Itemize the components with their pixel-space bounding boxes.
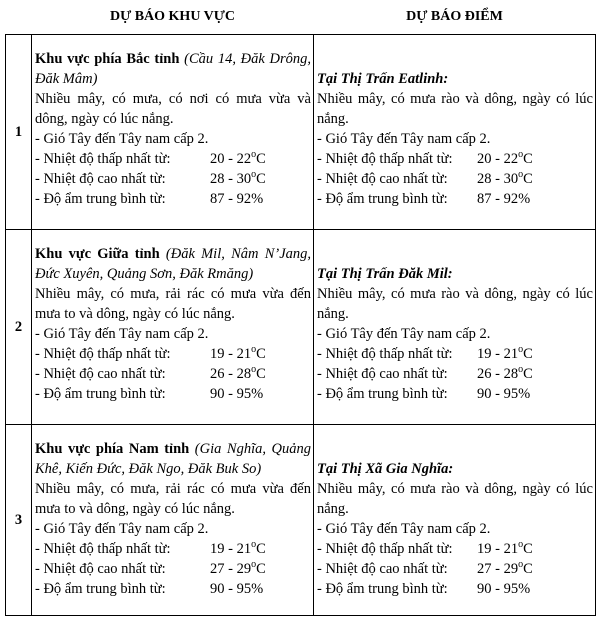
area-temp-max-label: - Nhiệt độ cao nhất từ: xyxy=(35,171,166,187)
area-wind: - Gió Tây đến Tây nam cấp 2. xyxy=(35,326,209,342)
area-temp-max-label: - Nhiệt độ cao nhất từ: xyxy=(35,366,166,382)
point-temp-min-row xyxy=(317,344,593,364)
area-temp-min-label: - Nhiệt độ thấp nhất từ: xyxy=(35,346,171,362)
area-humidity-row xyxy=(35,189,311,209)
point-humidity-value: 90 - 95% xyxy=(477,386,531,402)
row-number: 2 xyxy=(6,230,32,425)
forecast-table xyxy=(5,0,596,616)
area-description: Nhiều mây, có mưa, rải rác có mưa vừa đến mưa to và dông, ngày có lúc nắng. xyxy=(35,286,311,322)
area-temp-min-value: 19 - 21$^o$C xyxy=(210,344,266,362)
point-humidity-row xyxy=(317,579,593,599)
point-temp-max-value: 27 - 29$^o$C xyxy=(477,559,533,577)
point-description: Nhiều mây, có mưa rào và dông, ngày có lúc nắng. xyxy=(317,91,593,127)
area-places: (Gia Nghĩa, Quảng Khê, Kiến Đức, Đăk Ngo, Đăk Buk So) xyxy=(35,441,311,477)
point-wind: - Gió Tây đến Tây nam cấp 2. xyxy=(317,131,491,147)
area-cell xyxy=(32,35,314,230)
point-temp-max-row xyxy=(317,364,593,384)
point-description: Nhiều mây, có mưa rào và dông, ngày có lúc nắng. xyxy=(317,481,593,517)
area-temp-max-label: - Nhiệt độ cao nhất từ: xyxy=(35,561,166,577)
row-number: 3 xyxy=(6,425,32,616)
area-temp-min-label: - Nhiệt độ thấp nhất từ: xyxy=(35,151,171,167)
point-cell xyxy=(314,35,596,230)
area-temp-min-row xyxy=(35,344,311,364)
forecast-row xyxy=(6,230,596,425)
point-temp-min-row xyxy=(317,149,593,169)
point-humidity-label: - Độ ẩm trung bình từ: xyxy=(317,191,448,207)
area-description: Nhiều mây, có mưa, có nơi có mưa vừa và dông, ngày có lúc nắng. xyxy=(35,91,311,127)
point-wind: - Gió Tây đến Tây nam cấp 2. xyxy=(317,326,491,342)
area-temp-max-row xyxy=(35,559,311,579)
area-humidity-value: 90 - 95% xyxy=(210,386,264,402)
area-temp-min-value: 20 - 22$^o$C xyxy=(210,149,266,167)
area-humidity-value: 87 - 92% xyxy=(210,191,264,207)
header-row xyxy=(6,0,596,35)
area-temp-min-value: 19 - 21$^o$C xyxy=(210,539,266,557)
forecast-row xyxy=(6,35,596,230)
point-temp-max-value: 28 - 30$^o$C xyxy=(477,169,533,187)
area-temp-max-value: 28 - 30$^o$C xyxy=(210,169,266,187)
point-wind: - Gió Tây đến Tây nam cấp 2. xyxy=(317,521,491,537)
point-humidity-row xyxy=(317,189,593,209)
point-title: Tại Thị Trấn Đăk Mil: xyxy=(317,266,453,282)
area-humidity-label: - Độ ẩm trung bình từ: xyxy=(35,581,166,597)
area-title xyxy=(35,244,311,284)
point-cell xyxy=(314,230,596,425)
area-temp-min-row xyxy=(35,539,311,559)
point-humidity-label: - Độ ẩm trung bình từ: xyxy=(317,581,448,597)
point-title: Tại Thị Trấn Eatlinh: xyxy=(317,71,449,87)
area-name: Khu vực Giữa tỉnh xyxy=(35,246,160,262)
header-area: DỰ BÁO KHU VỰC xyxy=(109,9,236,24)
area-cell xyxy=(32,425,314,616)
point-temp-max-label: - Nhiệt độ cao nhất từ: xyxy=(317,561,448,577)
area-humidity-label: - Độ ẩm trung bình từ: xyxy=(35,191,166,207)
area-title xyxy=(35,439,311,479)
area-humidity-row xyxy=(35,579,311,599)
area-cell xyxy=(32,230,314,425)
point-temp-min-value: 19 - 21$^o$C xyxy=(477,539,533,557)
forecast-row xyxy=(6,425,596,616)
point-title: Tại Thị Xã Gia Nghĩa: xyxy=(317,461,454,477)
area-temp-max-value: 27 - 29$^o$C xyxy=(210,559,266,577)
area-name: Khu vực phía Bắc tỉnh xyxy=(35,51,180,67)
point-humidity-label: - Độ ẩm trung bình từ: xyxy=(317,386,448,402)
area-temp-max-row xyxy=(35,169,311,189)
header-num xyxy=(6,0,32,35)
point-temp-max-label: - Nhiệt độ cao nhất từ: xyxy=(317,366,448,382)
point-temp-min-label: - Nhiệt độ thấp nhất từ: xyxy=(317,346,453,362)
point-temp-max-label: - Nhiệt độ cao nhất từ: xyxy=(317,171,448,187)
area-title xyxy=(35,49,311,89)
area-wind: - Gió Tây đến Tây nam cấp 2. xyxy=(35,131,209,147)
row-number: 1 xyxy=(6,35,32,230)
area-temp-min-label: - Nhiệt độ thấp nhất từ: xyxy=(35,541,171,557)
area-description: Nhiều mây, có mưa, rải rác có mưa vừa đến mưa to và dông, ngày có lúc nắng. xyxy=(35,481,311,517)
area-wind: - Gió Tây đến Tây nam cấp 2. xyxy=(35,521,209,537)
point-description: Nhiều mây, có mưa rào và dông, ngày có lúc nắng. xyxy=(317,286,593,322)
point-cell xyxy=(314,425,596,616)
area-humidity-label: - Độ ẩm trung bình từ: xyxy=(35,386,166,402)
header-point: DỰ BÁO ĐIỂM xyxy=(406,9,503,24)
point-temp-max-value: 26 - 28$^o$C xyxy=(477,364,533,382)
point-humidity-row xyxy=(317,384,593,404)
point-temp-max-row xyxy=(317,559,593,579)
area-places: (Cầu 14, Đăk Drông, Đăk Mâm) xyxy=(35,51,312,87)
area-places: (Đăk Mil, Nâm N’Jang, Đức Xuyên, Quảng Sơn, Đăk Rmăng) xyxy=(35,246,311,282)
area-humidity-value: 90 - 95% xyxy=(210,581,264,597)
point-temp-max-row xyxy=(317,169,593,189)
area-temp-max-row xyxy=(35,364,311,384)
point-temp-min-label: - Nhiệt độ thấp nhất từ: xyxy=(317,151,453,167)
point-humidity-value: 90 - 95% xyxy=(477,581,531,597)
area-temp-min-row xyxy=(35,149,311,169)
area-humidity-row xyxy=(35,384,311,404)
point-temp-min-value: 20 - 22$^o$C xyxy=(477,149,533,167)
point-temp-min-row xyxy=(317,539,593,559)
point-humidity-value: 87 - 92% xyxy=(477,191,531,207)
area-temp-max-value: 26 - 28$^o$C xyxy=(210,364,266,382)
point-temp-min-value: 19 - 21$^o$C xyxy=(477,344,533,362)
area-name: Khu vực phía Nam tỉnh xyxy=(35,441,190,457)
point-temp-min-label: - Nhiệt độ thấp nhất từ: xyxy=(317,541,453,557)
